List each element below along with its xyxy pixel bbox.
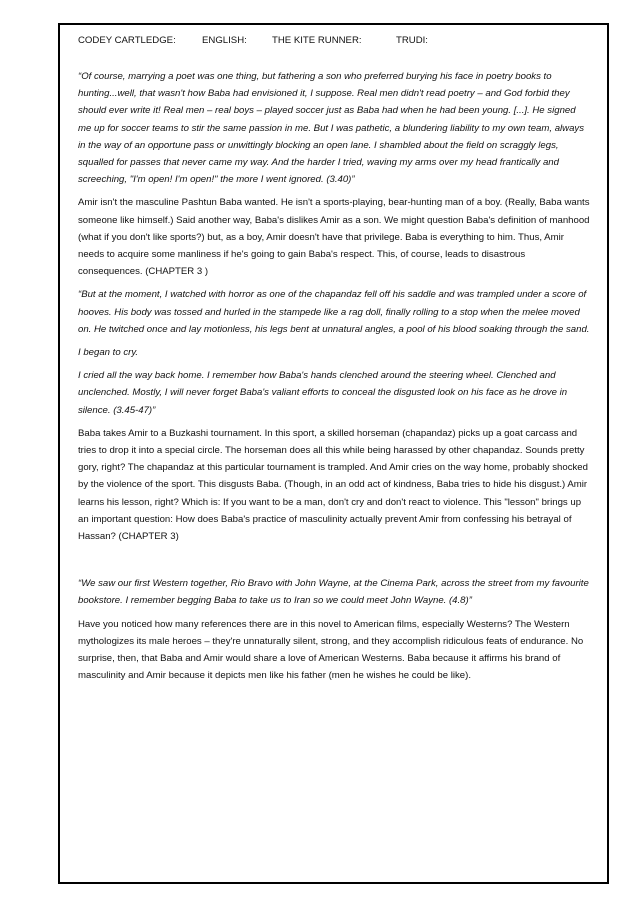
student-name: CODEY CARTLEDGE: [78,35,176,46]
document-body [78,34,590,691]
quote-paragraph-5: “We saw our first Western together, Rio Bravo with John Wayne, at the Cinema Park, across the street from my favourite bookstore. I remember begging Baba to take us to Iran so we could meet John Wayne. (4.8)” [78,578,589,607]
subject-label: ENGLISH: [202,35,247,46]
analysis-paragraph-1: Amir isn't the masculine Pashtun Baba wanted. He isn't a sports-playing, bear-hunting man of a boy. (Really, Baba wants someone like himself.) Said another way, Baba's dislikes Amir as a son. We might question Baba's definition of manhood (what if you don't like sports?) but, as a boy, Amir doesn't have that privilege. Baba is everything to him. Thus, Amir needs to acquire some manliness if he's going to gain Baba's respect. This, of course, leads to disastrous consequences. (CHAPTER 3 ) [78,197,590,278]
quote-paragraph-2: “But at the moment, I watched with horror as one of the chapandaz fell off his saddle and was trampled under a score of hooves. His body was tossed and hurled in the stampede like a rag doll, finally rolling to a stop when the melee moved on. He twitched once and lay motionless, his legs bent at unnatural angles, a pool of his blood soaking through the sand. [78,289,590,335]
paragraph-gap [78,551,590,575]
book-title: THE KITE RUNNER: [272,35,362,46]
document-header [78,34,590,48]
quote-paragraph-1: “Of course, marrying a poet was one thing, but fathering a son who preferred burying his face in poetry books to hunting...well, that wasn't how Baba had envisioned it, I suppose. Real men didn't read poetry – and God forbid they should ever write it! Real men – real boys – played soccer just as Baba had when he had been young. [...]. He signed me up for soccer teams to stir the same passion in me. But I was pathetic, a blundering liability to my own team, always in the way of an opportune pass or unwittingly blocking an open lane. I shambled about the field on scraggly legs, squalled for passes that never came my way. And the harder I tried, waving my arms over my head frantically and screeching, "I'm open! I'm open!" the more I went ignored. (3.40)” [78,71,585,186]
quote-paragraph-4: I cried all the way back home. I remember how Baba's hands clenched around the steering wheel. Clenched and unclenched. Mostly, I will never forget Baba's valiant efforts to conceal the disgusted look on his face as he drove in silence. (3.45-47)” [78,370,568,416]
teacher-name: TRUDI: [396,35,428,46]
quote-paragraph-3: I began to cry. [78,347,139,359]
analysis-paragraph-3: Have you noticed how many references there are in this novel to American films, especially Westerns? The Western mythologizes its male heroes – they're unnaturally silent, strong, and they accomplish ridiculous feats of endurance. No surprise, then, that Baba and Amir would share a love of American Westerns. Baba because it affirms his brand of masculinity and Amir because it depicts men like his father (men he wishes he could be like). [78,618,584,682]
analysis-paragraph-2: Baba takes Amir to a Buzkashi tournament. In this sport, a skilled horseman (chapandaz) picks up a goat carcass and tries to drop it into a special circle. The horseman does all this while being harassed by other chapandaz. Sounds pretty gory, right? The chapandaz at this particular tournament is trampled. And Amir cries on the way home, probably shocked by the violence of the sport. This disgusts Baba. (Though, in an odd act of kindness, Baba tries to hide his disgust.) Amir learns his lesson, right? Which is: If you want to be a man, don't cry and don't react to violence. This "lesson" brings up an important question: How does Baba's practice of masculinity actually prevent Amir from confessing his betrayal of Hassan? (CHAPTER 3) [78,427,588,543]
